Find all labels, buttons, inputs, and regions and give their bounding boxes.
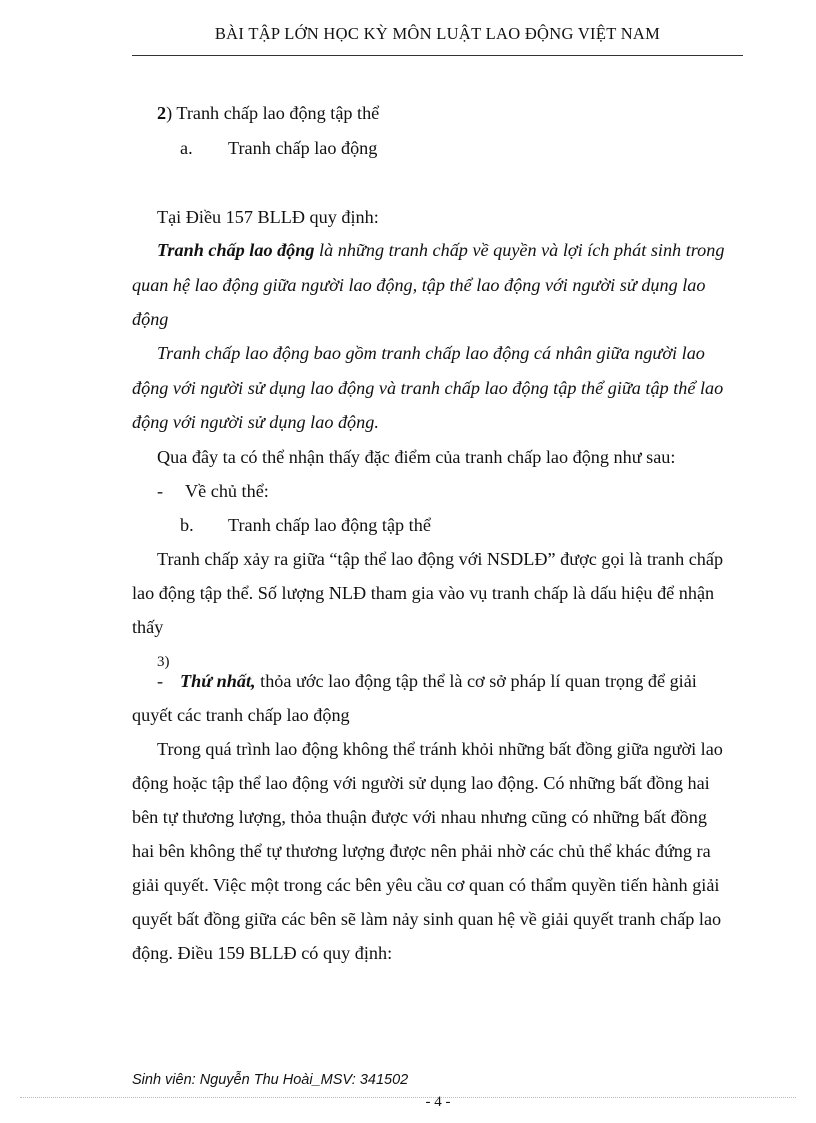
section-3-number: 3) <box>157 654 170 670</box>
definition2-line-2: động với người sử dụng lao động và tranh chấp lao động tập thể giữa tập thể lao <box>132 378 724 398</box>
paragraph-process-line-6: quyết bất đồng giữa các bên sẽ làm nảy sinh quan hệ về giải quyết tranh chấp lao <box>132 909 722 929</box>
subsection-a-marker: a. <box>180 138 193 158</box>
bullet-dash-2: - <box>157 671 164 691</box>
paragraph-process-line-3: bên tự thương lượng, thỏa thuận được với nhau nhưng cũng có những bất đồng <box>132 807 707 827</box>
paragraph-process-line-2: động hoặc tập thể lao động với người sử dụng lao động. Có những bất đồng hai <box>132 773 710 793</box>
definition-line-1 <box>157 239 724 261</box>
paragraph-process-line-1: Trong quá trình lao động không thể tránh khỏi những bất đồng giữa người lao <box>157 739 723 759</box>
paragraph-process-line-7: động. Điều 159 BLLĐ có quy định: <box>132 943 393 963</box>
definition-term: Tranh chấp lao động <box>157 240 315 260</box>
page-number: - 4 - <box>425 1094 451 1110</box>
subsection-b-title: Tranh chấp lao động tập thể <box>228 515 431 535</box>
paragraph-collective-line-1: Tranh chấp xảy ra giữa “tập thể lao động với NSDLĐ” được gọi là tranh chấp <box>157 549 724 569</box>
subsection-b-marker: b. <box>180 515 194 535</box>
page-header-title: BÀI TẬP LỚN HỌC KỲ MÔN LUẬT LAO ĐỘNG VIỆT NAM <box>214 24 661 43</box>
paragraph-article-157: Tại Điều 157 BLLĐ quy định: <box>157 207 379 227</box>
paragraph-process-line-5: giải quyết. Việc một trong các bên yêu cầu cơ quan có thẩm quyền tiến hành giải <box>132 875 720 895</box>
first-point-line-2: quyết các tranh chấp lao động <box>132 705 350 725</box>
definition-line-2: quan hệ lao động giữa người lao động, tập thể lao động với người sử dụng lao <box>132 275 706 295</box>
paragraph-collective-line-3: thấy <box>132 617 164 637</box>
definition-line-3: động <box>132 309 169 329</box>
definition2-line-3: động với người sử dụng lao động. <box>132 412 379 432</box>
definition-line-1-rest: là những tranh chấp về quyền và lợi ích phát sinh trong <box>314 240 725 260</box>
first-point-rest: thỏa ước lao động tập thể là cơ sở pháp lí quan trọng để giải <box>255 671 697 691</box>
first-point-term: Thứ nhất, <box>180 671 256 691</box>
footer-signature: Sinh viên: Nguyễn Thu Hoài_MSV: 341502 <box>132 1072 409 1088</box>
definition2-line-1: Tranh chấp lao động bao gồm tranh chấp lao động cá nhân giữa người lao <box>157 343 705 363</box>
bullet-subject: Về chủ thể: <box>185 481 269 501</box>
bullet-dash: - <box>157 481 164 501</box>
paragraph-collective-line-2: lao động tập thể. Số lượng NLĐ tham gia vào vụ tranh chấp là dấu hiệu để nhận <box>132 583 715 603</box>
section-2-title: ) Tranh chấp lao động tập thể <box>166 103 380 123</box>
paragraph-characteristics: Qua đây ta có thể nhận thấy đặc điểm của tranh chấp lao động như sau: <box>157 447 676 467</box>
paragraph-process-line-4: hai bên không thể tự thương lượng được nên phải nhờ các chủ thể khác đứng ra <box>132 841 711 861</box>
section-2-number: 2 <box>157 103 167 123</box>
subsection-a-title: Tranh chấp lao động <box>228 138 378 158</box>
section-2-heading <box>157 102 379 124</box>
first-point-line-1 <box>180 670 697 692</box>
header-divider <box>132 55 743 56</box>
